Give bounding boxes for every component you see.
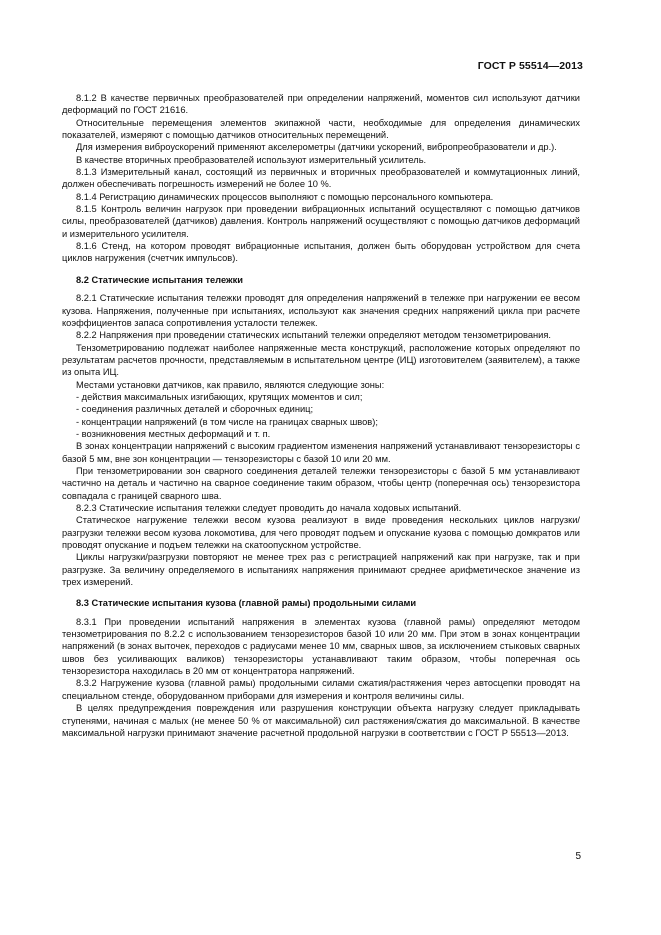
paragraph: 8.3.1 При проведении испытаний напряжения в элементах кузова (главной рамы) определяют методом тензометрирования по 8.2.2 с использованием тензорезисторов базой 10 или 20 мм. При этом в зонах концентрации напряжений (в зонах выточек, переходов с радиусами менее 10 мм, сварных швов, за исключением стыковых сварных швов без усиливающих валиков) тензорезисторы устанавливают таким образом, чтобы поперечная ось тензорезистора находилась в 20 мм от концентратора напряжений. bbox=[62, 616, 580, 677]
paragraph: Тензометрированию подлежат наиболее напряженные места конструкций, расположение которых определяют по результатам расчетов прочности, представляемым в испытательном центре (ИЦ) изготовителем (заявителем), а также из опыта ИЦ. bbox=[62, 342, 580, 378]
paragraph: В качестве вторичных преобразователей используют измерительный усилитель. bbox=[76, 154, 427, 165]
paragraph: Относительные перемещения элементов экипажной части, необходимые для определения динамических показателей, измеряют с помощью датчиков относительных перемещений. bbox=[62, 117, 580, 141]
document-header: ГОСТ Р 55514—2013 bbox=[477, 60, 583, 72]
paragraph: Для измерения виброускорений применяют акселерометры (датчики ускорений, вибропреобразователи и др.). bbox=[76, 142, 557, 153]
page-number: 5 bbox=[575, 851, 581, 862]
section-heading-8-3: 8.3 Статические испытания кузова (главной рамы) продольными силами bbox=[76, 598, 417, 609]
list-item: - возникновения местных деформаций и т. п. bbox=[76, 428, 271, 439]
list-item: - концентрации напряжений (в том числе на границах сварных швов); bbox=[76, 416, 378, 427]
paragraph: 8.1.4 Регистрацию динамических процессов выполняют с помощью персонального компьютера. bbox=[76, 191, 494, 202]
document-body bbox=[62, 92, 580, 739]
list-item: - соединения различных деталей и сборочных единиц; bbox=[76, 404, 314, 415]
list-item: - действия максимальных изгибающих, крутящих моментов и сил; bbox=[76, 391, 363, 402]
paragraph: 8.1.3 Измерительный канал, состоящий из первичных и вторичных преобразователей и коммутационных линий, должен обеспечивать погрешность измерений не более 10 %. bbox=[62, 167, 580, 190]
paragraph: 8.1.5 Контроль величин нагрузок при проведении вибрационных испытаний осуществляют с помощью датчиков силы, преобразователей (датчиков) давления. Контроль напряжений осуществляют с помощью датчиков деформаций и измерительного усилителя. bbox=[62, 204, 580, 239]
section-heading-8-2: 8.2 Статические испытания тележки bbox=[76, 274, 243, 285]
paragraph: В зонах концентрации напряжений с высоким градиентом изменения напряжений устанавливают тензорезисторы с базой 5 мм, вне зон концентрации — тензорезисторы с базой 10 или 20 мм. bbox=[62, 441, 580, 464]
paragraph: 8.1.6 Стенд, на котором проводят вибрационные испытания, должен быть оборудован устройством для счета циклов нагружения (счетчик импульсов). bbox=[62, 241, 580, 264]
paragraph: Статическое нагружение тележки весом кузова реализуют в виде проведения нескольких циклов нагрузки/разгрузки тележки весом кузова локомотива, для чего проводят подъем и опускание кузова с помощью домкратов или проводят опускание и подъем тележки на скатоопускном устройстве. bbox=[62, 515, 580, 551]
paragraph: 8.3.2 Нагружение кузова (главной рамы) продольными силами сжатия/растяжения через автосцепки проводят на специальном стенде, оборудованном приборами для измерения и контроля величины силы. bbox=[62, 678, 580, 701]
paragraph: 8.1.2 В качестве первичных преобразователей при определении напряжений, моментов сил используют датчики деформаций по ГОСТ 21616. bbox=[62, 93, 580, 116]
paragraph: 8.2.3 Статические испытания тележки следует проводить до начала ходовых испытаний. bbox=[76, 503, 462, 513]
paragraph: Местами установки датчиков, как правило, являются следующие зоны: bbox=[76, 379, 385, 390]
paragraph: При тензометрировании зон сварного соединения деталей тележки тензорезисторы с базой 5 мм устанавливают частично на деталь и частично на сварное соединение таким образом, чтобы центр (поперечная ось) тензорезистора совпадала с границей сварного шва. bbox=[62, 465, 580, 501]
paragraph: 8.2.1 Статические испытания тележки проводят для определения напряжений в тележке при нагружении ее весом кузова. Напряжения, полученные при испытаниях, используют как значения средних напряжений цикла при расчете коэффициентов запаса сопротивления усталости тележек. bbox=[62, 293, 580, 328]
paragraph: 8.2.2 Напряжения при проведении статических испытаний тележки определяют методом тензометрирования. bbox=[76, 330, 551, 341]
paragraph: В целях предупреждения повреждения или разрушения конструкции объекта нагрузку следует прикладывать ступенями, начиная с малых (не менее 50 % от максимальной) сил растяжения/сжатия до максимальной. В качестве максимальной нагрузки принимают значение расчетной продольной нагрузки в соответствии с ГОСТ Р 55513—2013. bbox=[62, 703, 580, 738]
paragraph: Циклы нагрузки/разгрузки повторяют не менее трех раз с регистрацией напряжений как при нагрузке, так и при разгрузке. За величину определяемого в испытаниях напряжения принимают среднее арифметическое значение из трех измерений. bbox=[62, 552, 580, 588]
